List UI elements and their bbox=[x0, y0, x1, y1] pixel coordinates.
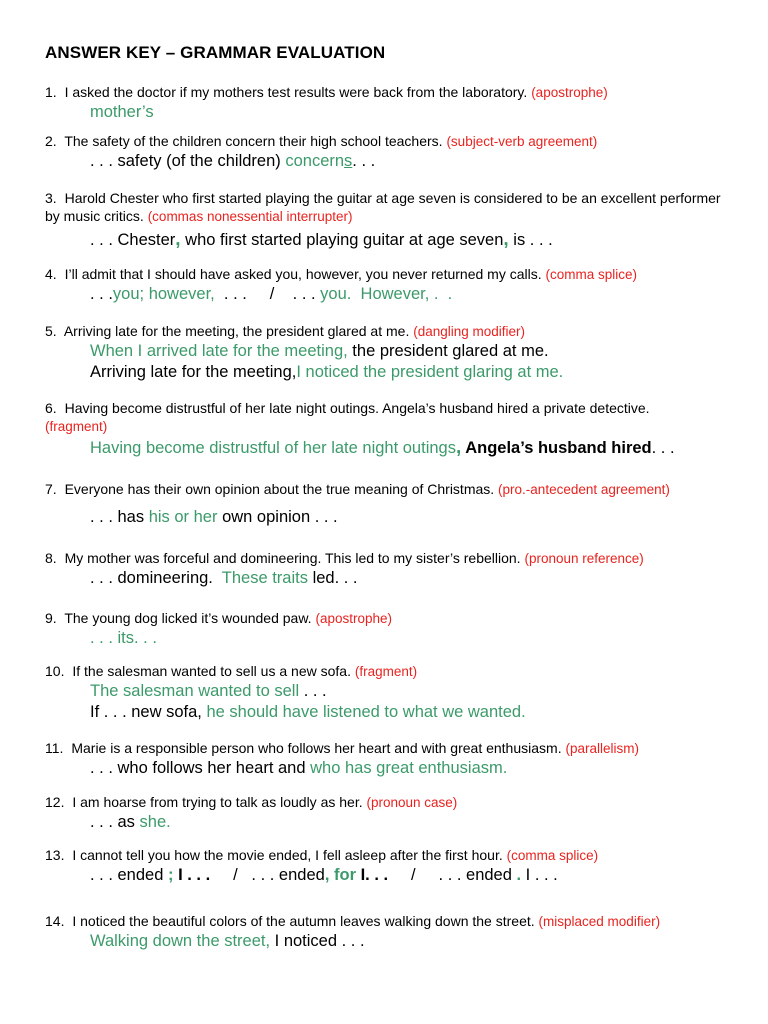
answer: . . . its. . . bbox=[90, 629, 157, 647]
question-7 bbox=[45, 480, 745, 528]
answer: . . . ended ; I . . . / . . . ended, for I. . . / . . . ended . I . . . bbox=[90, 866, 558, 884]
question-10 bbox=[45, 662, 745, 723]
question-text: 5. Arriving late for the meeting, the president glared at me. (dangling modifier) bbox=[45, 323, 526, 339]
question-text: 11. Marie is a responsible person who follows her heart and with great enthusiasm. (parallelism) bbox=[45, 740, 639, 756]
answer: . . .you; however, . . . / . . . you. However, . . bbox=[90, 285, 453, 303]
error-type-tag: (misplaced modifier) bbox=[538, 914, 661, 929]
question-6 bbox=[45, 399, 745, 459]
question-text: 7. Everyone has their own opinion about the true meaning of Christmas. (pro.-antecedent agreement) bbox=[45, 481, 670, 497]
question-4 bbox=[45, 265, 745, 305]
answer: . . . safety (of the children) concerns. . . bbox=[90, 152, 376, 170]
answer-alt: If . . . new sofa, he should have listened to what we wanted. bbox=[90, 703, 526, 721]
answer: . . . as she. bbox=[90, 813, 171, 831]
question-text: 10. If the salesman wanted to sell us a new sofa. (fragment) bbox=[45, 663, 418, 679]
error-type-tag: (pro.-antecedent agreement) bbox=[498, 482, 670, 497]
error-type-tag: (pronoun case) bbox=[366, 795, 458, 810]
question-text: 3. Harold Chester who first started playing the guitar at age seven is considered to be an excellent performer by music critics. (commas nonessential interrupter) bbox=[45, 190, 721, 224]
error-type-tag: (parallelism) bbox=[565, 741, 639, 756]
question-13 bbox=[45, 846, 745, 886]
answer: mother’s bbox=[90, 103, 154, 121]
error-type-tag: (apostrophe) bbox=[315, 611, 393, 626]
answer: . . . who follows her heart and who has great enthusiasm. bbox=[90, 759, 508, 777]
question-1 bbox=[45, 83, 745, 123]
error-type-tag: (comma splice) bbox=[506, 848, 599, 863]
answer: . . . domineering. These traits led. . . bbox=[90, 569, 358, 587]
question-text: 2. The safety of the children concern their high school teachers. (subject-verb agreement) bbox=[45, 133, 598, 149]
question-text: 8. My mother was forceful and domineering. This led to my sister’s rebellion. (pronoun reference) bbox=[45, 550, 644, 566]
error-type-tag: (commas nonessential interrupter) bbox=[147, 209, 353, 224]
question-text: 9. The young dog licked it’s wounded paw. (apostrophe) bbox=[45, 610, 393, 626]
error-type-tag: (fragment) bbox=[354, 664, 418, 679]
question-11 bbox=[45, 739, 745, 779]
error-type-line bbox=[45, 417, 745, 436]
error-type-tag: (pronoun reference) bbox=[524, 551, 644, 566]
error-type-tag: (subject-verb agreement) bbox=[446, 134, 598, 149]
question-12 bbox=[45, 793, 745, 833]
answer: Having become distrustful of her late night outings, Angela’s husband hired. . . bbox=[90, 437, 675, 458]
answer: . . . Chester, who first started playing guitar at age seven, is . . . bbox=[90, 229, 553, 250]
page-title: ANSWER KEY – GRAMMAR EVALUATION bbox=[45, 43, 386, 62]
error-type-tag: (fragment) bbox=[45, 419, 108, 434]
error-type-tag: (dangling modifier) bbox=[413, 324, 526, 339]
question-8 bbox=[45, 549, 745, 589]
question-text: 13. I cannot tell you how the movie ended, I fell asleep after the first hour. (comma splice) bbox=[45, 847, 599, 863]
answer: Walking down the street, I noticed . . . bbox=[90, 932, 365, 950]
question-9 bbox=[45, 609, 745, 649]
error-type-tag: (comma splice) bbox=[545, 267, 638, 282]
question-text: 12. I am hoarse from trying to talk as loudly as her. (pronoun case) bbox=[45, 794, 458, 810]
question-text: 14. I noticed the beautiful colors of the autumn leaves walking down the street. (misplaced modifier) bbox=[45, 913, 661, 929]
question-5 bbox=[45, 322, 745, 383]
question-3 bbox=[45, 189, 745, 251]
error-type-tag: (apostrophe) bbox=[531, 85, 608, 100]
answer: . . . has his or her own opinion . . . bbox=[90, 508, 338, 526]
question-2 bbox=[45, 132, 745, 172]
answer: When I arrived late for the meeting, the president glared at me. bbox=[90, 342, 549, 360]
answer-alt: Arriving late for the meeting,I noticed the president glaring at me. bbox=[90, 363, 564, 381]
answer: The salesman wanted to sell . . . bbox=[90, 682, 327, 700]
question-text: 4. I’ll admit that I should have asked you, however, you never returned my calls. (comma splice) bbox=[45, 266, 638, 282]
question-text: 6. Having become distrustful of her late night outings. Angela’s husband hired a private detective. bbox=[45, 400, 650, 416]
question-14 bbox=[45, 912, 745, 952]
question-text: 1. I asked the doctor if my mothers test results were back from the laboratory. (apostrophe) bbox=[45, 84, 608, 100]
